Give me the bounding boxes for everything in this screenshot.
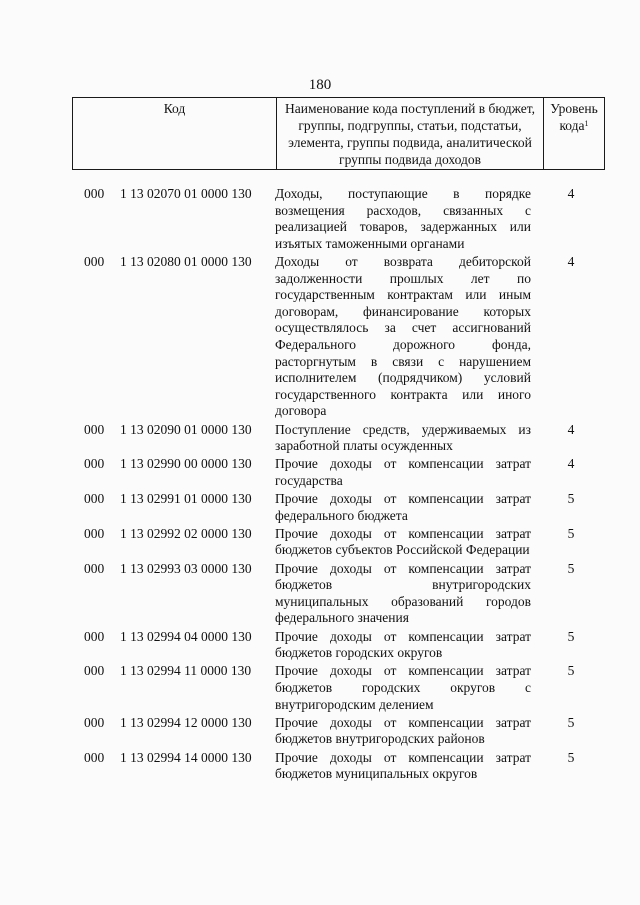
row-description: Прочие доходы от компенсации затрат бюджетов муниципальных округов <box>275 749 531 782</box>
header-level-label: Уровень кода <box>550 101 598 133</box>
row-description: Прочие доходы от компенсации затрат бюджетов городских округов с внутригородским делением <box>275 663 531 712</box>
row-admin-code: 000 <box>84 714 105 730</box>
row-level: 5 <box>567 628 575 644</box>
row-description: Прочие доходы от компенсации затрат бюджетов внутригородских муниципальных образований городов федерального значения <box>275 560 531 626</box>
row-level: 5 <box>567 749 575 765</box>
row-description: Доходы, поступающие в порядке возмещения расходов, связанных с реализацией товаров, задержанных или изъятых таможенными органами <box>275 186 531 251</box>
row-level: 5 <box>567 525 575 541</box>
table-row <box>72 663 605 713</box>
row-revenue-code: 1 13 02990 00 0000 130 <box>120 456 252 472</box>
row-level: 5 <box>567 714 575 730</box>
row-admin-code: 000 <box>84 186 105 201</box>
row-admin-code: 000 <box>84 525 105 541</box>
header-name <box>277 98 544 170</box>
row-level: 4 <box>567 253 575 269</box>
row-description: Поступление средств, удерживаемых из заработной платы осужденных <box>275 421 531 454</box>
header-level-footnote: 1 <box>584 119 589 128</box>
header-name-label: Наименование кода поступлений в бюджет, группы, подгруппы, статьи, подстатьи, элемента, группы подвида, аналитической группы подвида доходов <box>284 101 535 167</box>
row-level: 4 <box>567 421 575 437</box>
row-revenue-code: 1 13 02994 14 0000 130 <box>120 749 252 765</box>
table-row <box>72 491 605 524</box>
row-description: Прочие доходы от компенсации затрат государства <box>275 456 531 488</box>
table-row <box>72 254 605 420</box>
row-revenue-code: 1 13 02070 01 0000 130 <box>120 186 252 201</box>
row-description: Прочие доходы от компенсации затрат бюджетов субъектов Российской Федерации <box>275 525 531 558</box>
row-level: 5 <box>567 663 575 679</box>
row-description: Доходы от возврата дебиторской задолженности прошлых лет по государственным контрактам или иным договорам, финансирование которых осуществлялось за счет ассигнований Федерального дорожного фонда, расторгнутым в связи с нарушением исполнителем (подрядчиком) условий государственного контракта или иного договора <box>275 253 531 419</box>
row-revenue-code: 1 13 02993 03 0000 130 <box>120 560 252 576</box>
row-description: Прочие доходы от компенсации затрат бюджетов внутригородских районов <box>275 714 531 747</box>
row-revenue-code: 1 13 02090 01 0000 130 <box>120 421 252 437</box>
row-description: Прочие доходы от компенсации затрат федерального бюджета <box>275 491 531 523</box>
table-row <box>72 715 605 748</box>
header-level <box>544 98 605 170</box>
header-code-label: Код <box>163 101 186 116</box>
table-body <box>72 186 605 783</box>
table-row <box>72 456 605 489</box>
row-level: 4 <box>567 186 575 201</box>
table-header <box>72 97 605 170</box>
table-row <box>72 561 605 627</box>
row-admin-code: 000 <box>84 456 105 472</box>
row-revenue-code: 1 13 02994 11 0000 130 <box>120 663 252 679</box>
row-revenue-code: 1 13 02991 01 0000 130 <box>120 491 252 507</box>
row-level: 4 <box>567 456 575 472</box>
row-level: 5 <box>567 491 575 507</box>
row-admin-code: 000 <box>84 253 105 269</box>
row-revenue-code: 1 13 02994 04 0000 130 <box>120 628 252 644</box>
row-admin-code: 000 <box>84 663 105 679</box>
row-admin-code: 000 <box>84 628 105 644</box>
table-row <box>72 750 605 783</box>
table-row <box>72 186 605 252</box>
row-admin-code: 000 <box>84 560 105 576</box>
table-row <box>72 526 605 559</box>
table-row <box>72 422 605 455</box>
row-revenue-code: 1 13 02992 02 0000 130 <box>120 525 252 541</box>
row-admin-code: 000 <box>84 421 105 437</box>
row-revenue-code: 1 13 02080 01 0000 130 <box>120 253 252 269</box>
row-description: Прочие доходы от компенсации затрат бюджетов городских округов <box>275 628 531 661</box>
row-revenue-code: 1 13 02994 12 0000 130 <box>120 714 252 730</box>
row-level: 5 <box>567 560 575 576</box>
row-admin-code: 000 <box>84 491 105 507</box>
row-admin-code: 000 <box>84 749 105 765</box>
page-number: 180 <box>308 77 332 93</box>
table-row <box>72 629 605 662</box>
header-code <box>73 98 277 170</box>
